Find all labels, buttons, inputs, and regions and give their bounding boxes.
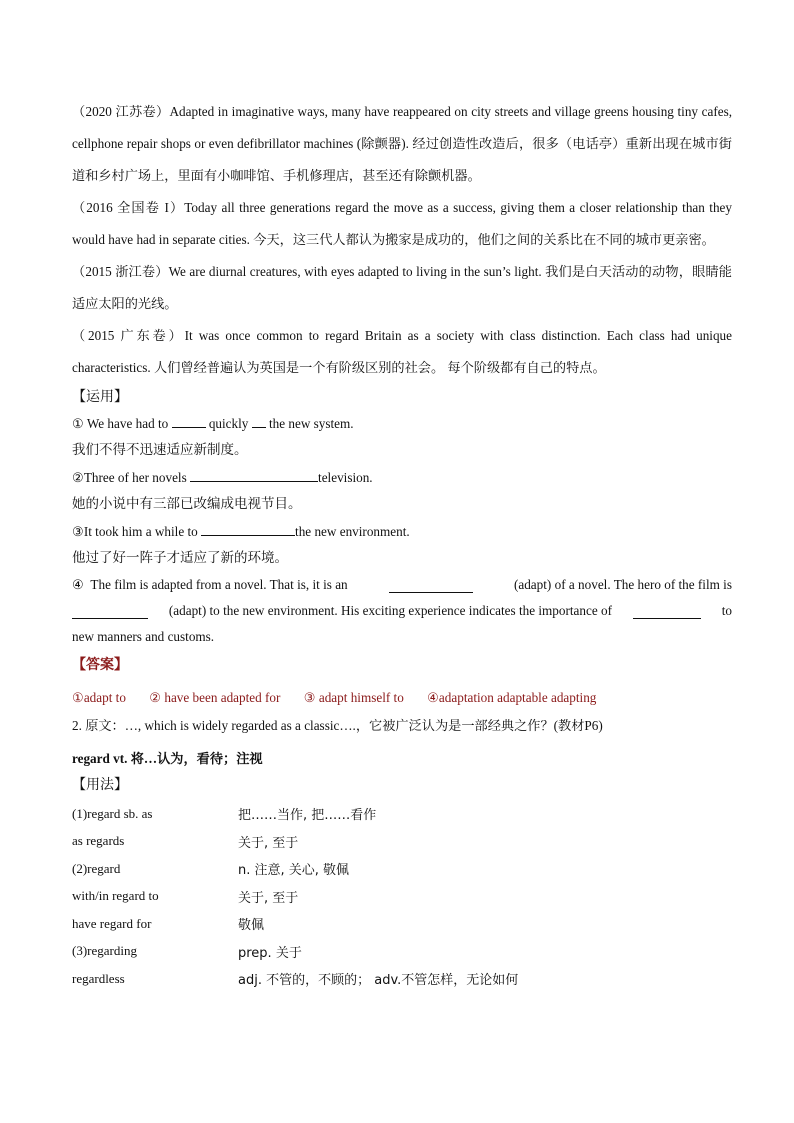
practice-q2: ②Three of her novels television. [72, 470, 373, 485]
example-2020-jiangsu: （2020 江苏卷）Adapted in imaginative ways, many have reappeared on city streets and village greens housing tiny cafes, cellphone repair shops or even defibrillator machines (除颤器). 经过创造性改造后，很多（电话亭）重新出现在城市街道和乡村广场上，里面有小咖啡馆、手机修理店，甚至还有除颤机器。 [72, 104, 732, 183]
answer-item: ①adapt to [72, 690, 126, 705]
usage-heading: 【用法】 [72, 777, 128, 793]
answer-blank[interactable] [201, 523, 295, 536]
usage-row: with/in regard to 关于, 至于 [72, 888, 299, 906]
practice-q1: ① We have had to quickly the new system. [72, 416, 354, 431]
practice-q3: ③It took him a while to the new environment. [72, 524, 410, 539]
answer-blank[interactable] [190, 469, 318, 482]
practice-heading: 【运用】 [72, 389, 128, 405]
usage-table [72, 800, 518, 993]
practice-q1-translation: 我们不得不迅速适应新制度。 [72, 442, 248, 458]
usage-row: (2)regard n. 注意, 关心, 敬佩 [72, 860, 350, 879]
usage-row: as regards 关于, 至于 [72, 833, 299, 851]
document-page [72, 96, 732, 993]
practice-q2-translation: 她的小说中有三部已改编成电视节目。 [72, 496, 302, 512]
usage-row: (1)regard sb. as 把……当作, 把……看作 [72, 805, 377, 824]
answer-blank[interactable] [389, 580, 473, 593]
answer-item: ④adaptation adaptable adapting [427, 690, 597, 705]
usage-row: (3)regarding prep. 关于 [72, 943, 302, 961]
example-2015-guangdong: （2015 广东卷）It was once common to regard Britain as a society with class distinction. Each class had unique characteristics. 人们曾经普遍认为英国是一个有阶级区别的社会。 每个阶级都有自己的特点。 [72, 328, 732, 375]
answer-blank[interactable] [72, 606, 148, 619]
answers-heading: 【答案】 [72, 657, 128, 673]
answers-list [72, 684, 732, 712]
answer-blank[interactable] [172, 415, 206, 428]
example-2016-national: （2016 全国卷 I）Today all three generations regard the move as a success, giving them a closer relationship than they would have had in separate cities. 今天，这三代人都认为搬家是成功的，他们之间的关系比在不同的城市更亲密。 [72, 200, 732, 247]
answer-item: ③ adapt himself to [303, 690, 404, 705]
practice-q4: ④ The film is adapted from a novel. That is, it is an (adapt) of a novel. The hero of the film is (adapt) to the new environment. His exciting experience indicates the importance of to new manners and customs. [72, 577, 732, 644]
usage-row: regardless adj. 不管的，不顾的； adv.不管怎样，无论如何 [72, 970, 519, 989]
example-2015-zhejiang: （2015 浙江卷）We are diurnal creatures, with eyes adapted to living in the sun’s light. 我们是白天活动的动物，眼睛能适应太阳的光线。 [72, 264, 732, 311]
answer-blank[interactable] [252, 415, 266, 428]
answer-blank[interactable] [633, 606, 701, 619]
headword-regard: regard vt. 将…认为，看待；注视 [72, 751, 263, 766]
practice-q3-translation: 他过了好一阵子才适应了新的环境。 [72, 550, 288, 566]
item2-intro: 2. 原文：…, which is widely regarded as a classic….，它被广泛认为是一部经典之作？(教材P6) [72, 718, 603, 733]
answer-item: ② have been adapted for [149, 690, 281, 705]
usage-row: have regard for 敬佩 [72, 915, 265, 934]
